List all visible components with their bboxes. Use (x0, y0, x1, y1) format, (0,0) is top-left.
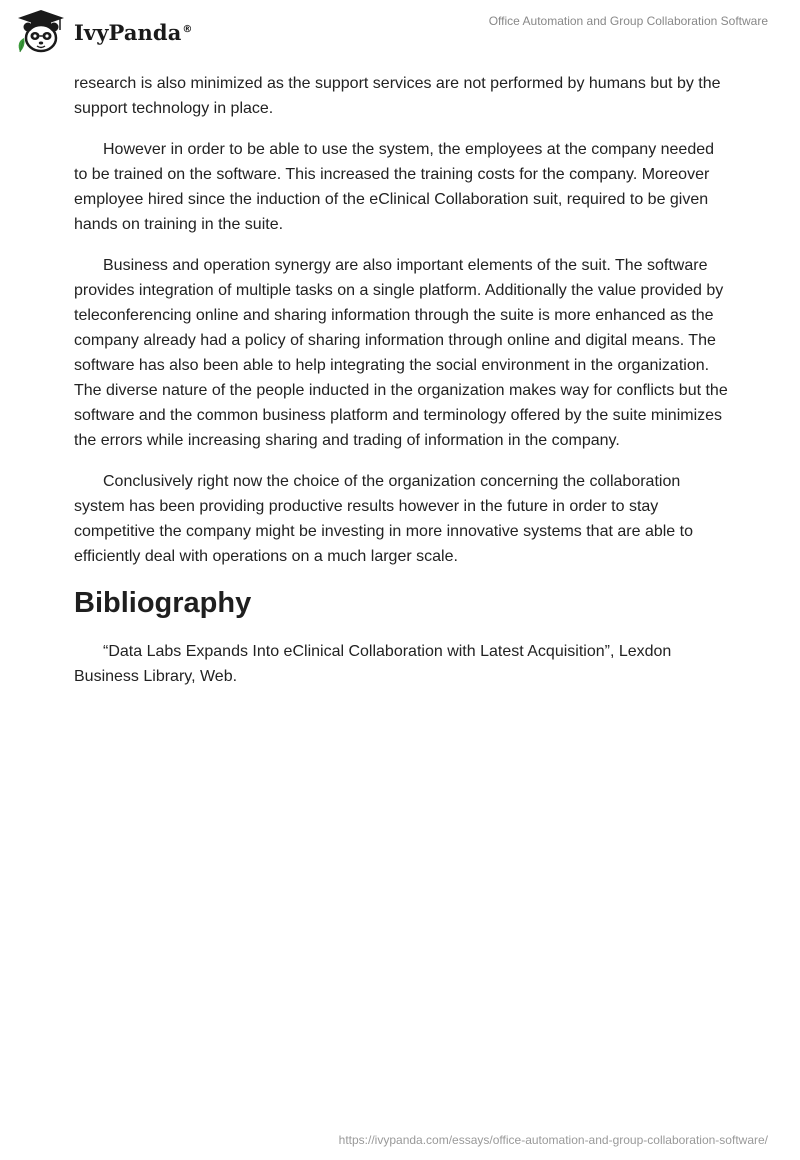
essay-content (74, 71, 730, 705)
paragraph: However in order to be able to use the system, the employees at the company needed to be trained on the software. This increased the training costs for the company. Moreover employee hired since the induction of the eClinical Collaboration suit, required to be given hands on training in the suite. (74, 141, 715, 233)
bibliography-heading: Bibliography (74, 587, 252, 619)
brand-name: IvyPanda® (74, 19, 193, 45)
paragraph: Conclusively right now the choice of the organization concerning the collaboration system has been providing productive results however in the future in order to stay competitive the company might be investing in more innovative systems that are able to efficiently deal with operations on a much larger scale. (74, 473, 693, 565)
running-title: Office Automation and Group Collaboration Software (488, 14, 768, 28)
paragraph: research is also minimized as the support services are not performed by humans but by the support technology in place. (74, 75, 721, 117)
registered-mark: ® (182, 23, 193, 35)
ivypanda-logo[interactable] (14, 8, 193, 56)
page-header (0, 0, 800, 62)
source-url-link[interactable]: https://ivypanda.com/essays/office-automation-and-group-collaboration-software/ (338, 1133, 768, 1147)
panda-graduate-icon (14, 8, 68, 56)
paragraph: Business and operation synergy are also important elements of the suit. The software provides integration of multiple tasks on a single platform. Additionally the value provided by teleconferencing online and sharing information through the suite is more enhanced as the company already had a policy of sharing information through online and digital means. The software has also been able to help integrating the social environment in the organization. The diverse nature of the people inducted in the organization makes way for conflicts but the software and the common business platform and terminology offered by the suite minimizes the errors while increasing sharing and trading of information in the company. (74, 257, 728, 449)
bibliography-entry: “Data Labs Expands Into eClinical Collaboration with Latest Acquisition”, Lexdon Business Library, Web. (74, 643, 672, 685)
